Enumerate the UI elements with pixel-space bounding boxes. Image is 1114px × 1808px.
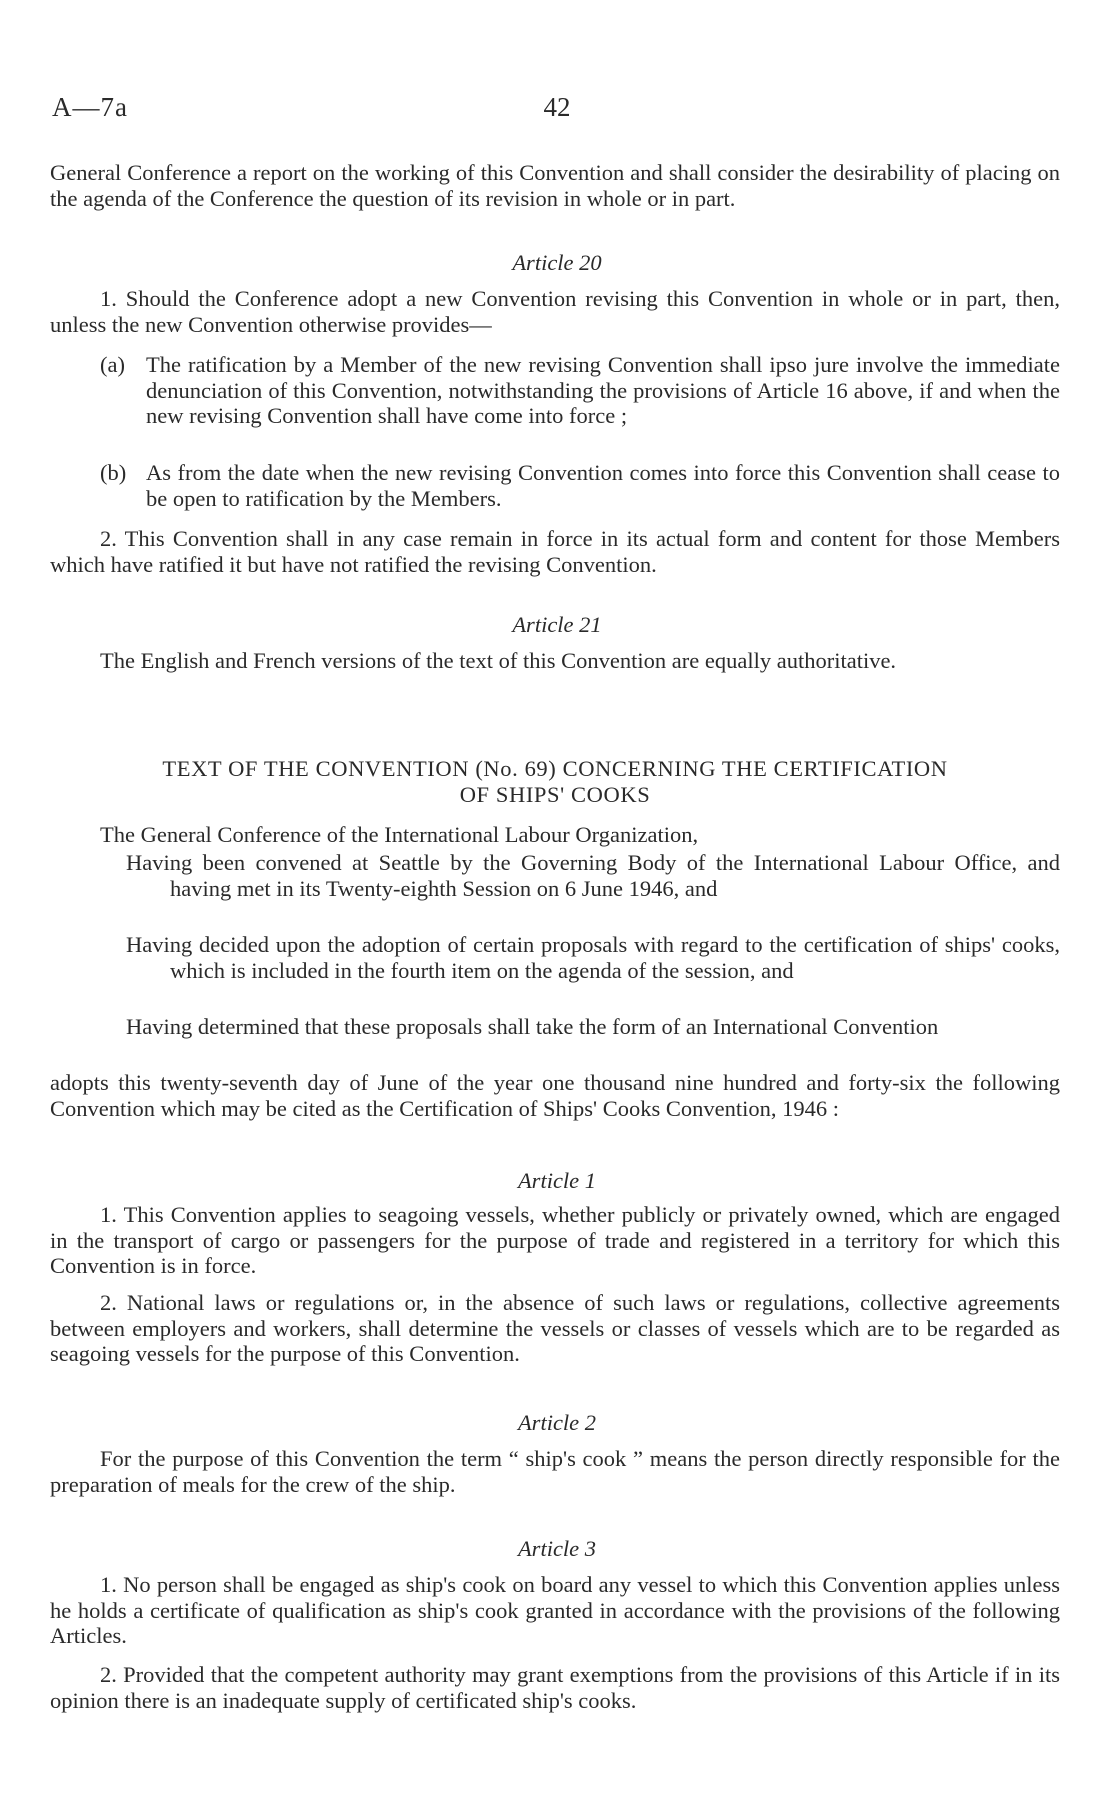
article-1-para-1-text: 1. This Convention applies to seagoing vessels, whether publicly or privately owned, which are engaged in the transport of cargo or passengers for the purpose of trade and registered in a territory for which this Convention is in force. [50, 1202, 1060, 1278]
article-2-heading: Article 2 [517, 1410, 597, 1435]
preamble-adopts [50, 1070, 1060, 1121]
document-reference: A—7a [52, 92, 128, 122]
article-2-para-1 [50, 1446, 1060, 1497]
article-20-para-1 [50, 286, 1060, 337]
article-20-para-1-text: 1. Should the Conference adopt a new Convention revising this Convention in whole or in part, then, unless the new Convention otherwise provides— [50, 286, 1060, 337]
preamble-having-2-text: Having decided upon the adoption of certain proposals with regard to the certification of ships' cooks, which is included in the fourth item on the agenda of the session, and [126, 932, 1060, 983]
article-2-para-1-text: For the purpose of this Convention the term “ ship's cook ” means the person directly responsible for the preparation of meals for the crew of the ship. [50, 1446, 1060, 1497]
item-b-label: (b) [100, 460, 127, 485]
article-20-heading: Article 20 [512, 250, 602, 275]
preamble-having-3 [126, 1014, 1060, 1040]
article-3-para-1 [50, 1572, 1060, 1649]
article-1-para-2 [50, 1290, 1060, 1367]
item-a-text: The ratification by a Member of the new revising Convention shall ipso jure involve the immediate denunciation of this Convention, notwithstanding the provisions of Article 16 above, if and when the new revising Convention shall have come into force ; [146, 352, 1060, 428]
intro-paragraph [50, 160, 1060, 211]
article-20-para-2-text: 2. This Convention shall in any case remain in force in its actual form and content for those Members which have ratified it but have not ratified the revising Convention. [50, 526, 1060, 577]
article-20-item-a [100, 352, 1060, 429]
preamble-having-1 [126, 850, 1060, 901]
article-20-item-b [100, 460, 1060, 511]
convention-title-line-1: TEXT OF THE CONVENTION (No. 69) CONCERNING THE CERTIFICATION [162, 756, 948, 781]
article-3-para-2 [50, 1662, 1060, 1713]
page-number: 42 [543, 92, 571, 122]
article-21-para-1-text: The English and French versions of the text of this Convention are equally authoritative. [100, 648, 897, 673]
preamble-having-2 [126, 932, 1060, 983]
article-3-para-1-text: 1. No person shall be engaged as ship's cook on board any vessel to which this Convention applies unless he holds a certificate of qualification as ship's cook granted in accordance with the provisions of the following Articles. [50, 1572, 1060, 1648]
convention-title [50, 756, 1060, 807]
article-21-para-1 [50, 648, 1060, 674]
article-20-para-2 [50, 526, 1060, 577]
preamble-opening [100, 822, 1040, 848]
article-3-para-2-text: 2. Provided that the competent authority may grant exemptions from the provisions of this Article if in its opinion there is an inadequate supply of certificated ship's cooks. [50, 1662, 1060, 1713]
preamble-having-3-text: Having determined that these proposals shall take the form of an International Convention [126, 1014, 939, 1039]
preamble-having-1-text: Having been convened at Seattle by the Governing Body of the International Labour Office, and having met in its Twenty-eighth Session on 6 June 1946, and [126, 850, 1060, 901]
article-3-heading: Article 3 [517, 1536, 597, 1561]
intro-paragraph-text: General Conference a report on the working of this Convention and shall consider the desirability of placing on the agenda of the Conference the question of its revision in whole or in part. [50, 160, 1060, 211]
item-b-text: As from the date when the new revising Convention comes into force this Convention shall cease to be open to ratification by the Members. [146, 460, 1060, 511]
preamble-opening-text: The General Conference of the International Labour Organization, [100, 822, 699, 847]
preamble-adopts-text: adopts this twenty-seventh day of June of the year one thousand nine hundred and forty-six the following Convention which may be cited as the Certification of Ships' Cooks Convention, 1946 : [50, 1070, 1060, 1121]
article-21-heading: Article 21 [512, 612, 602, 637]
article-1-para-1 [50, 1202, 1060, 1279]
convention-title-line-2: OF SHIPS' COOKS [459, 781, 651, 807]
item-a-label: (a) [100, 352, 125, 377]
article-1-heading: Article 1 [517, 1168, 597, 1193]
article-1-para-2-text: 2. National laws or regulations or, in the absence of such laws or regulations, collective agreements between employers and workers, shall determine the vessels or classes of vessels which are to be regarded as seagoing vessels for the purpose of this Convention. [50, 1290, 1060, 1366]
